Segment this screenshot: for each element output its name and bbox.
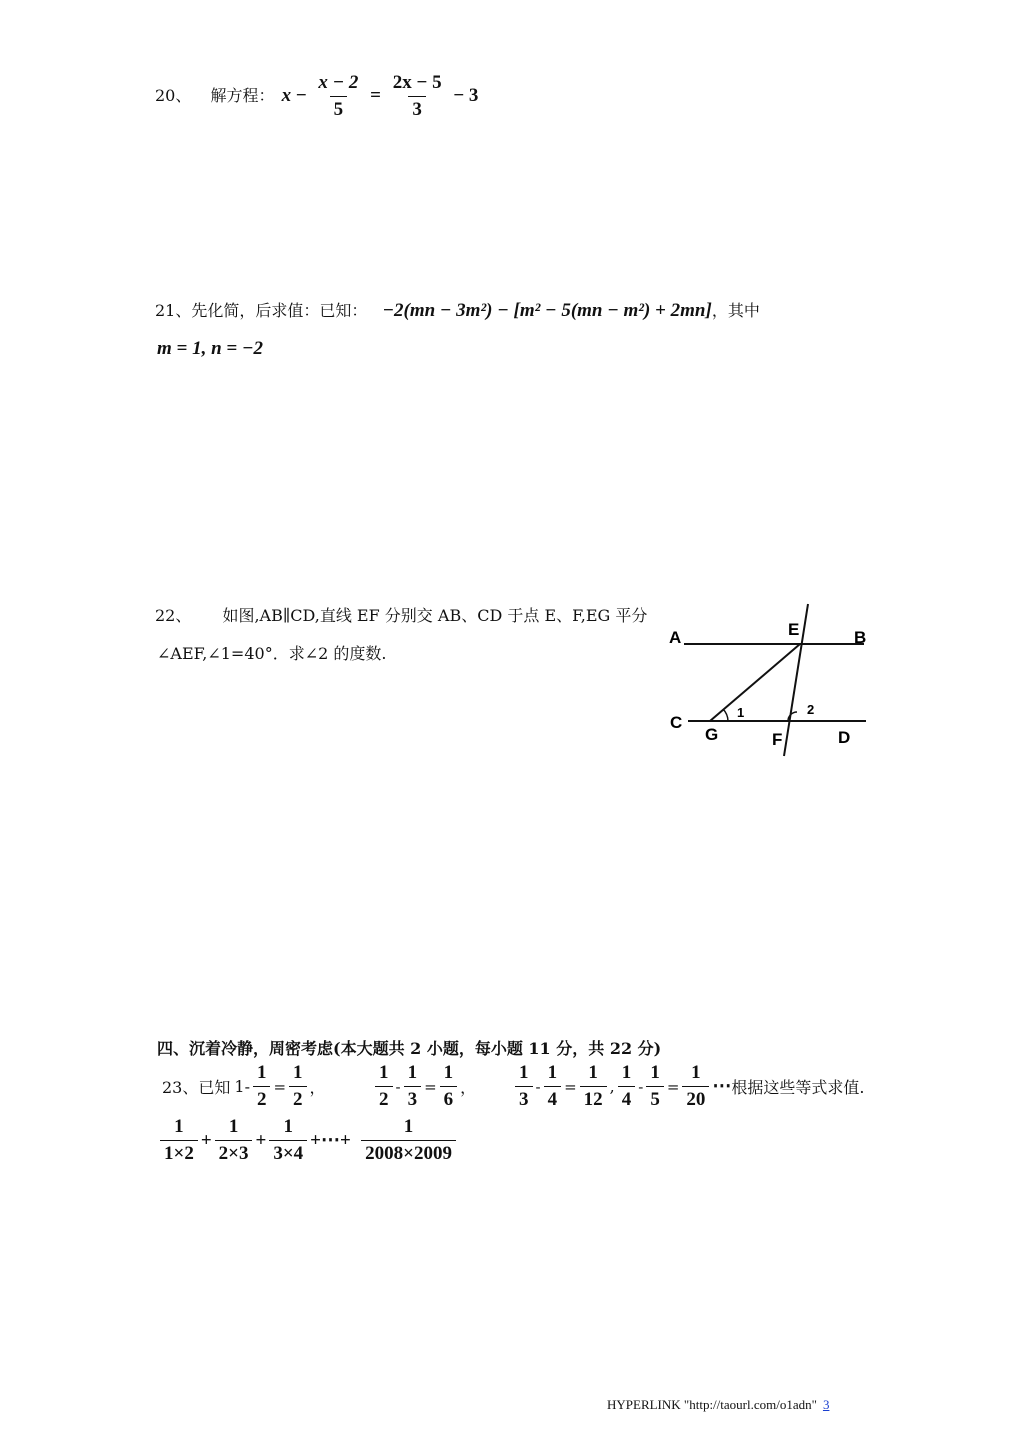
label-d: D: [838, 728, 851, 747]
section-4-heading: 四、沉着冷静，周密考虑(本大题共 2 小题，每小题 11 分，共 22 分): [157, 1039, 662, 1058]
page-footer: [607, 1397, 829, 1413]
label-f: F: [772, 730, 783, 749]
label-angle-1: 1: [737, 705, 745, 720]
question-20-intro: 解方程：: [210, 85, 275, 105]
question-23-given-2: $\frac{1}{2}$ - $\frac{1}{3}$ = $\frac{1}{6}$ ，: [372, 1062, 476, 1111]
question-21-label: 21、: [155, 301, 192, 320]
expression-21: −2(mn − 3m²) − [m² − 5(mn − m²) + 2mn]: [382, 300, 712, 321]
hyperlink-field[interactable]: HYPERLINK "http://taourl.com/o1adn": [607, 1397, 817, 1412]
question-23-label: 23、已知: [162, 1078, 231, 1097]
page-number[interactable]: 3: [822, 1397, 830, 1412]
geometry-figure: [660, 598, 880, 763]
equation-20: x − $\frac{x - 2}{5}$ = $\frac{2x - 5}{3}$ − 3: [281, 72, 479, 120]
question-21-after: ，其中: [711, 301, 760, 320]
question-20: [155, 72, 478, 121]
angle-1-arc: [723, 709, 728, 721]
question-21-condition: m = 1, n = −2: [157, 338, 264, 359]
label-angle-2: 2: [807, 702, 815, 717]
label-e: E: [788, 620, 800, 639]
question-23-given-1: 23、已知 1 - $\frac{1}{2}$ = $\frac{1}{2}$ ，: [162, 1062, 326, 1110]
label-c: C: [670, 713, 683, 732]
question-20-label: 20、: [155, 85, 192, 105]
label-g: G: [705, 725, 719, 744]
label-a: A: [669, 628, 682, 647]
question-23-sum: $\frac{1}{1\times 2}$ + $\frac{1}{2\times 3}$ + $\frac{1}{3\times 4}$ +⋯+ $\frac{1}{2008\times 2009}$: [157, 1116, 466, 1165]
question-21: [155, 298, 760, 322]
question-22-line1: 22、 如图,AB∥CD,直线 EF 分别交 AB、CD 于点 E、F,EG 平分: [155, 606, 648, 625]
question-22-line2: ∠AEF,∠1=40°．求∠2 的度数.: [157, 644, 387, 663]
question-22-label: 22、: [155, 606, 192, 625]
question-23-given-3: $\frac{1}{3}$ - $\frac{1}{4}$ = $\frac{1}{12}$ , $\frac{1}{4}$ - $\frac{1}{5}$ = $\frac{1}{20}$ ⋯ 根据这些等式求值.: [512, 1062, 865, 1111]
label-b: B: [854, 628, 867, 647]
question-23-tail: 根据这些等式求值.: [731, 1078, 865, 1097]
question-21-intro: 先化简，后求值：已知：: [191, 301, 368, 320]
